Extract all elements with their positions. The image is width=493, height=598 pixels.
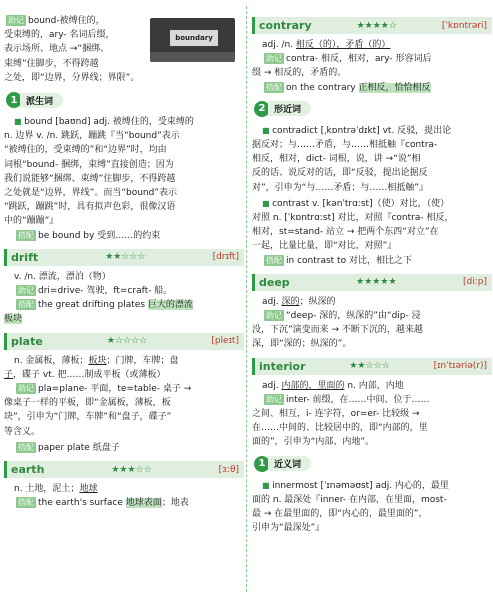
phonetic: [pleɪt]	[211, 336, 239, 347]
bullet-icon: ■	[262, 125, 273, 135]
text-line: 束缚”住脚步，不得跨越	[4, 58, 99, 69]
section-label: 近义词	[268, 456, 311, 471]
entry-earth: n. 土地，泥土；地球 搭配 the earth's surface 地球表面；地表	[14, 484, 189, 509]
definition: v. /n. 漂流，漂泊（物）	[14, 271, 111, 282]
collocation-tag: 搭配	[18, 230, 34, 240]
section-label: 形近词	[268, 101, 311, 116]
headword: drift	[11, 250, 39, 264]
star-rating: ★☆☆☆☆	[106, 336, 148, 347]
section-number: 2	[254, 101, 270, 117]
section-synonyms	[254, 453, 492, 475]
bullet-icon: ■	[14, 117, 25, 127]
headword: interior	[259, 359, 306, 373]
collocation-tag: 搭配	[18, 498, 34, 508]
boundary-mnemonic: 助记 bound-被缚住的，	[8, 16, 105, 26]
text-line: 块”，引申为“门牌，车牌”和“盘子，碟子”	[4, 412, 172, 423]
headword: plate	[11, 334, 43, 348]
collocation-tag: 搭配	[266, 82, 282, 92]
mnemonic-tag: 助记	[266, 394, 282, 404]
section-similar-words	[254, 98, 492, 120]
text-line: 受束缚的，ary- 名词后缀，	[4, 30, 115, 41]
headword-bar-deep	[252, 274, 492, 291]
phonetic: [diːp]	[463, 277, 487, 288]
phonetic: [ɜːθ]	[218, 464, 239, 475]
sign-text: boundary	[170, 30, 218, 46]
text-line: 没，下沉”演变而来 → 不断下沉的，越来越	[252, 325, 423, 336]
star-rating: ★★☆☆☆	[105, 252, 146, 263]
entry-contrary: adj. /n. 相反（的），矛盾（的） 助记 contra- 相反，相对，ary- 形容词后 缀 → 相反的，矛盾的。 搭配 on the contrary 正相反，恰恰相反	[252, 38, 492, 95]
text-line: 相对，st=stand- 站立 → 把两个东西“对立”在	[252, 227, 439, 238]
entry-interior: adj. 内部的，里面的 n. 内部，内地 助记 inter- 前缀，在……中间、位于…… 之间、相互，i- 连字符，or=er- 比较级 → 在……中间的、比较居中的，即“内部的，里 面的”，引申为“内部、内地”。	[252, 379, 492, 450]
star-rating: ★★☆☆☆	[349, 361, 390, 372]
section-number: 1	[254, 456, 270, 472]
headword-bar-earth	[4, 461, 244, 478]
mnemonic-tag: 助记	[18, 286, 34, 296]
text-line: 中的“蹦蹦”』	[4, 216, 59, 227]
headword-bar-contrary	[252, 17, 492, 34]
section-label: 派生词	[20, 93, 63, 108]
phonetic: [ɪnˈtɪəriə(r)]	[433, 361, 487, 372]
headword: contrary	[259, 19, 312, 32]
text-line: 对”，引申为“与……矛盾；与……相抵触”』	[252, 182, 428, 193]
text-line: 深，即“深的；纵深的”。	[252, 339, 352, 350]
entry-innermost: ■ innermost [ˈɪnəməʊst] adj. 内心的，最里 面的 n. 最深处『inner- 在内部，在里面，most- 最 → 在最里面的，即“内心的，最里面的”， 引申为“最深处”』	[252, 479, 492, 536]
text-line: 之处就是“边界，界线”。而当“bound”表示	[4, 188, 177, 199]
collocation-tag: 搭配	[266, 255, 282, 265]
headword: deep	[259, 275, 290, 289]
mnemonic-tag: 助记	[8, 16, 24, 25]
entry-drift: v. /n. 漂流，漂泊（物） 助记 dri=drive- 驾驶，ft=craft- 船。 搭配 the great drifting plates 巨大的漂流	[4, 270, 244, 313]
bullet-icon: ■	[262, 198, 273, 208]
headword: earth	[11, 463, 45, 477]
text-line: 引申为“最深处”』	[252, 523, 325, 534]
headword-bar-interior	[252, 358, 492, 375]
entry-bound: ■ bound [baʊnd] adj. 被缚住的，受束缚的 n. 边界 v. /n. 跳跃，蹦跳『当“bound”表示 “被缚住的，受束缚的”和“边界”时，均由 词根“bound- 捆绑，束缚”直接创造；因为 我们说能够“捆绑、束缚”住脚步，不得跨越 之处就是“边界，界线”。而当“bound”表示 “跳跃，蹦跳”时，具有拟声色彩，很像汉语 中的“蹦蹦”』 搭配 be bound by 受到……的约束	[4, 115, 244, 243]
text-line: 面的 n. 最深处『inner- 在内部，在里面，most-	[252, 494, 447, 505]
mnemonic-tag: 助记	[18, 384, 34, 394]
mnemonic-tag: 助记	[266, 54, 282, 64]
text-line: n. 边界 v. /n. 跳跃，蹦跳『当“bound”表示	[4, 131, 180, 142]
text-line: 之间、相互，i- 连字符，or=er- 比较级 →	[252, 409, 420, 420]
entry-contradict: ■ contradict [ˌkɒntrəˈdɪkt] vt. 反驳，提出论 据反对；与……矛盾，与……相抵触『contra- 相反，相对，dict- 词根，说，讲 →“说”相 反的话、说反对的话，即“反驳，提出论据反 对”，引申为“与……矛盾；与……相抵触”』	[252, 124, 492, 195]
entry-plate: n. 金属板，薄板；板块；门牌，车牌；盘 子，碟子 vt. 把……制成平板（或薄板） 助记 pla=plane- 平面，te=table- 桌子 → 像桌子一样的平板，即“金属板，薄板，板 块”，引申为“门牌，车牌”和“盘子，碟子” 等含义。 搭配 paper plate 纸盘子	[4, 354, 244, 455]
headword-bar-plate	[4, 333, 244, 350]
text-line: 反的话、说反对的话，即“反驳，提出论据反	[252, 168, 428, 179]
collocation-tag: 搭配	[18, 300, 34, 310]
boundary-sign-photo	[150, 18, 235, 62]
text-line: “被缚住的，受束缚的”和“边界”时，均由	[4, 145, 167, 156]
text-line: 表示场所、地点 →“捆绑、	[4, 44, 110, 55]
phonetic: [ˈkɒntrəri]	[441, 20, 487, 31]
phonetic: [drɪft]	[212, 252, 239, 263]
text-line: 在……中间的、比较居中的，即“内部的，里	[252, 423, 428, 434]
text-line: 据反对；与……矛盾，与……相抵触『contra-	[252, 140, 438, 151]
text-line: 缀 → 相反的，矛盾的。	[252, 68, 347, 79]
left-column	[4, 0, 244, 510]
text-line: 之处，即“边界，分界线；界限”。	[4, 72, 140, 83]
text-line: 面的”，引申为“内部、内地”。	[252, 437, 374, 448]
star-rating: ★★★★☆	[356, 20, 397, 31]
text-line: 等含义。	[4, 426, 41, 437]
collocation-tag: 搭配	[18, 442, 34, 452]
text-line: 像桌子一样的平板，即“金属板，薄板，板	[4, 398, 171, 409]
bullet-icon: ■	[262, 480, 273, 490]
column-divider	[246, 6, 247, 592]
text-line: 相反，相对，dict- 词根，说，讲 →“说”相	[252, 154, 421, 165]
text-line: 我们说能够“捆绑、束缚”住脚步，不得跨越	[4, 173, 176, 184]
text-line: 板块	[4, 314, 23, 325]
star-rating: ★★★★★	[356, 277, 397, 288]
right-column	[252, 0, 492, 535]
text-line: 对照 n. [ˈkɒntrɑːst] 对比，对照『contra- 相反，	[252, 213, 454, 224]
text-line: 一起，比量比量，即“对比，对照”』	[252, 241, 397, 252]
mnemonic-tag: 助记	[266, 311, 282, 321]
star-rating: ★★★☆☆	[111, 464, 152, 475]
section-derived-words	[6, 89, 244, 111]
entry-contrast: ■ contrast v. [kənˈtrɑːst]（使）对比，（使） 对照 n. [ˈkɒntrɑːst] 对比，对照『contra- 相反， 相对，st=stand- 站立 → 把两个东西“对立”在 一起，比量比量，即“对比，对照”』 搭配 in contrast to 对比，相比之下	[252, 197, 492, 268]
text-line: 最 → 在最里面的，即“内心的，最里面的”，	[252, 509, 428, 520]
headword-bar-drift	[4, 249, 244, 266]
text-line: 词根“bound- 捆绑，束缚”直接创造；因为	[4, 159, 174, 170]
entry-deep: adj. 深的；纵深的 助记 “deep- 深的，纵深的”由“dip- 浸 没，下沉”演变而来 → 不断下沉的，越来越 深，即“深的；纵深的”。	[252, 295, 492, 352]
text-line: “跳跃，蹦跳”时，具有拟声色彩，很像汉语	[4, 202, 176, 213]
section-number: 1	[6, 92, 22, 108]
